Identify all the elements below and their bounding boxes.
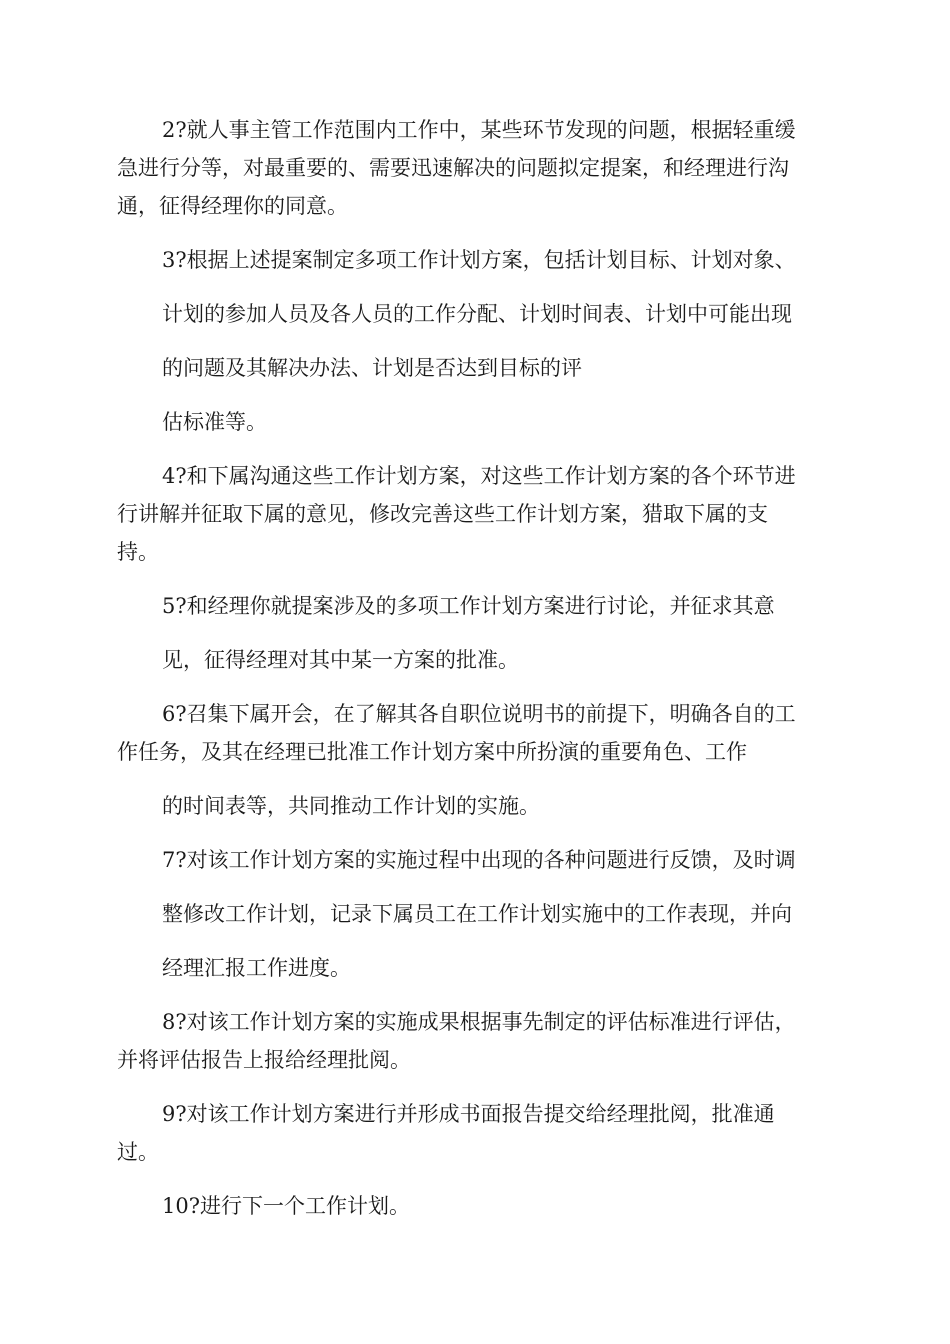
- paragraph-6-line-3: 的时间表等，共同推动工作计划的实施。: [162, 794, 540, 818]
- paragraph-3-line-2: 计划的参加人员及各人员的工作分配、计划时间表、计划中可能出现: [162, 302, 792, 326]
- paragraph-4-line-3: 持。: [117, 540, 159, 564]
- paragraph-5-line-1: 5?和经理你就提案涉及的多项工作计划方案进行讨论，并征求其意: [162, 594, 775, 618]
- paragraph-2-line-2: 急进行分等，对最重要的、需要迅速解决的问题拟定提案，和经理进行沟: [117, 156, 789, 180]
- paragraph-4-line-2: 行讲解并征取下属的意见，修改完善这些工作计划方案，猎取下属的支: [117, 502, 768, 526]
- paragraph-5-line-2: 见，征得经理对其中某一方案的批准。: [162, 648, 519, 672]
- paragraph-4-line-1: 4?和下属沟通这些工作计划方案，对这些工作计划方案的各个环节进: [162, 464, 796, 488]
- paragraph-6-line-1: 6?召集下属开会，在了解其各自职位说明书的前提下，明确各自的工: [162, 702, 796, 726]
- paragraph-3-line-3: 的问题及其解决办法、计划是否达到目标的评: [162, 356, 582, 380]
- paragraph-2-line-1: 2?就人事主管工作范围内工作中，某些环节发现的问题，根据轻重缓: [162, 118, 796, 142]
- paragraph-9-line-2: 过。: [117, 1140, 159, 1164]
- paragraph-3-line-4: 估标准等。: [162, 410, 267, 434]
- paragraph-8-line-2: 并将评估报告上报给经理批阅。: [117, 1048, 411, 1072]
- paragraph-10-line-1: 10?进行下一个工作计划。: [162, 1194, 410, 1218]
- paragraph-6-line-2: 作任务，及其在经理已批准工作计划方案中所扮演的重要角色、工作: [117, 740, 747, 764]
- paragraph-7-line-2: 整修改工作计划，记录下属员工在工作计划实施中的工作表现，并向: [162, 902, 792, 926]
- paragraph-9-line-1: 9?对该工作计划方案进行并形成书面报告提交给经理批阅，批准通: [162, 1102, 775, 1126]
- paragraph-7-line-1: 7?对该工作计划方案的实施过程中出现的各种问题进行反馈，及时调: [162, 848, 796, 872]
- paragraph-7-line-3: 经理汇报工作进度。: [162, 956, 351, 980]
- paragraph-2-line-3: 通，征得经理你的同意。: [117, 194, 348, 218]
- paragraph-8-line-1: 8?对该工作计划方案的实施成果根据事先制定的评估标准进行评估，: [162, 1010, 796, 1034]
- paragraph-3-line-1: 3?根据上述提案制定多项工作计划方案，包括计划目标、计划对象、: [162, 248, 796, 272]
